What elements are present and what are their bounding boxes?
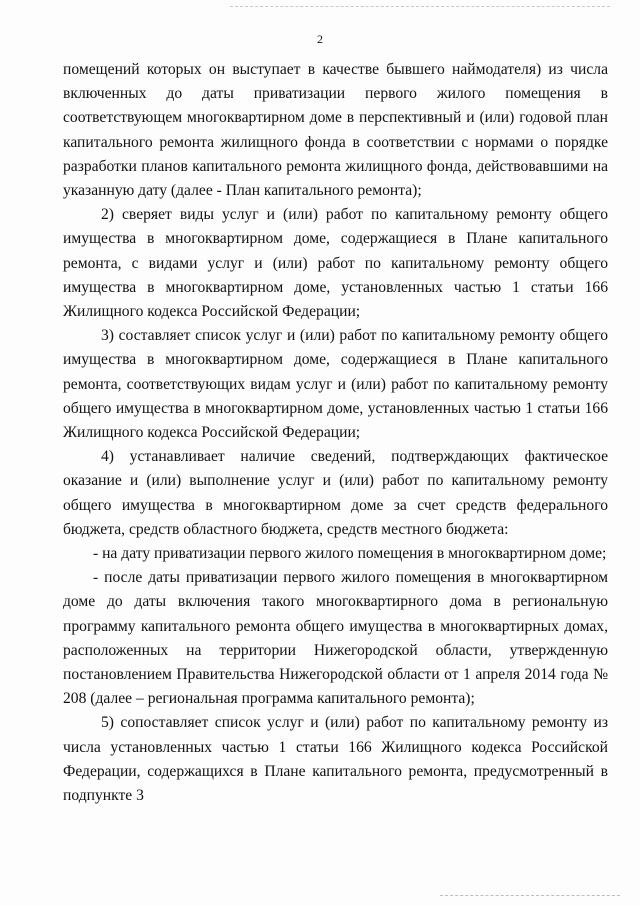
paragraph-item-3: 3) составляет список услуг и (или) работ по капитальному ремонту общего имущества в многоквартирном доме, содержащиеся в Плане капитального ремонта, соответствующих видам услуг и (или) работ по капитальному ремонту общего имущества в многоквартирном доме, установленных частью 1 статьи 166 Жилищного кодекса Российской Федерации;: [63, 327, 608, 442]
paragraph-subitem-privatization-date: - на дату приватизации первого жилого помещения в многоквартирном доме;: [93, 545, 607, 563]
scan-artifact-bottom: [440, 895, 620, 896]
scan-artifact-top: [230, 6, 610, 7]
paragraph-subitem-after-privatization: - после даты приватизации первого жилого помещения в многоквартирном доме до даты включения такого многоквартирного дома в региональную программу капитального ремонта общего имущества в многоквартирных домах, расположенных на территории Нижегородской области, утвержденную постановлением Правительства Нижегородской области от 1 апреля 2014 года № 208 (далее – региональная программа капитального ремонта);: [63, 569, 608, 708]
paragraph-item-2: 2) сверяет виды услуг и (или) работ по капитальному ремонту общего имущества в многоквартирном доме, содержащиеся в Плане капитального ремонта, с видами услуг и (или) работ по капитальному ремонту общего имущества в многоквартирном доме, установленных частью 1 статьи 166 Жилищного кодекса Российской Федерации;: [63, 206, 608, 321]
document-body: [63, 58, 608, 808]
page-number: 2: [317, 32, 323, 46]
paragraph-continuation: помещений которых он выступает в качестве бывшего наймодателя) из числа включенных до даты приватизации первого жилого помещения в соответствующем многоквартирном доме в перспективный и (или) годовой план капитального ремонта жилищного фонда в соответствии с нормами о порядке разработки планов капитального ремонта жилищного фонда, действовавшими на указанную дату (далее - План капитального ремонта);: [63, 61, 608, 200]
paragraph-item-4: 4) устанавливает наличие сведений, подтверждающих фактическое оказание и (или) выполнение услуг и (или) работ по капитальному ремонту общего имущества в многоквартирном доме за счет средств федерального бюджета, средств областного бюджета, средств местного бюджета:: [63, 448, 608, 538]
paragraph-item-5: 5) сопоставляет список услуг и (или) работ по капитальному ремонту из числа установленных частью 1 статьи 166 Жилищного кодекса Российской Федерации, содержащихся в Плане капитального ремонта, предусмотренный в подпункте 3: [63, 714, 608, 805]
